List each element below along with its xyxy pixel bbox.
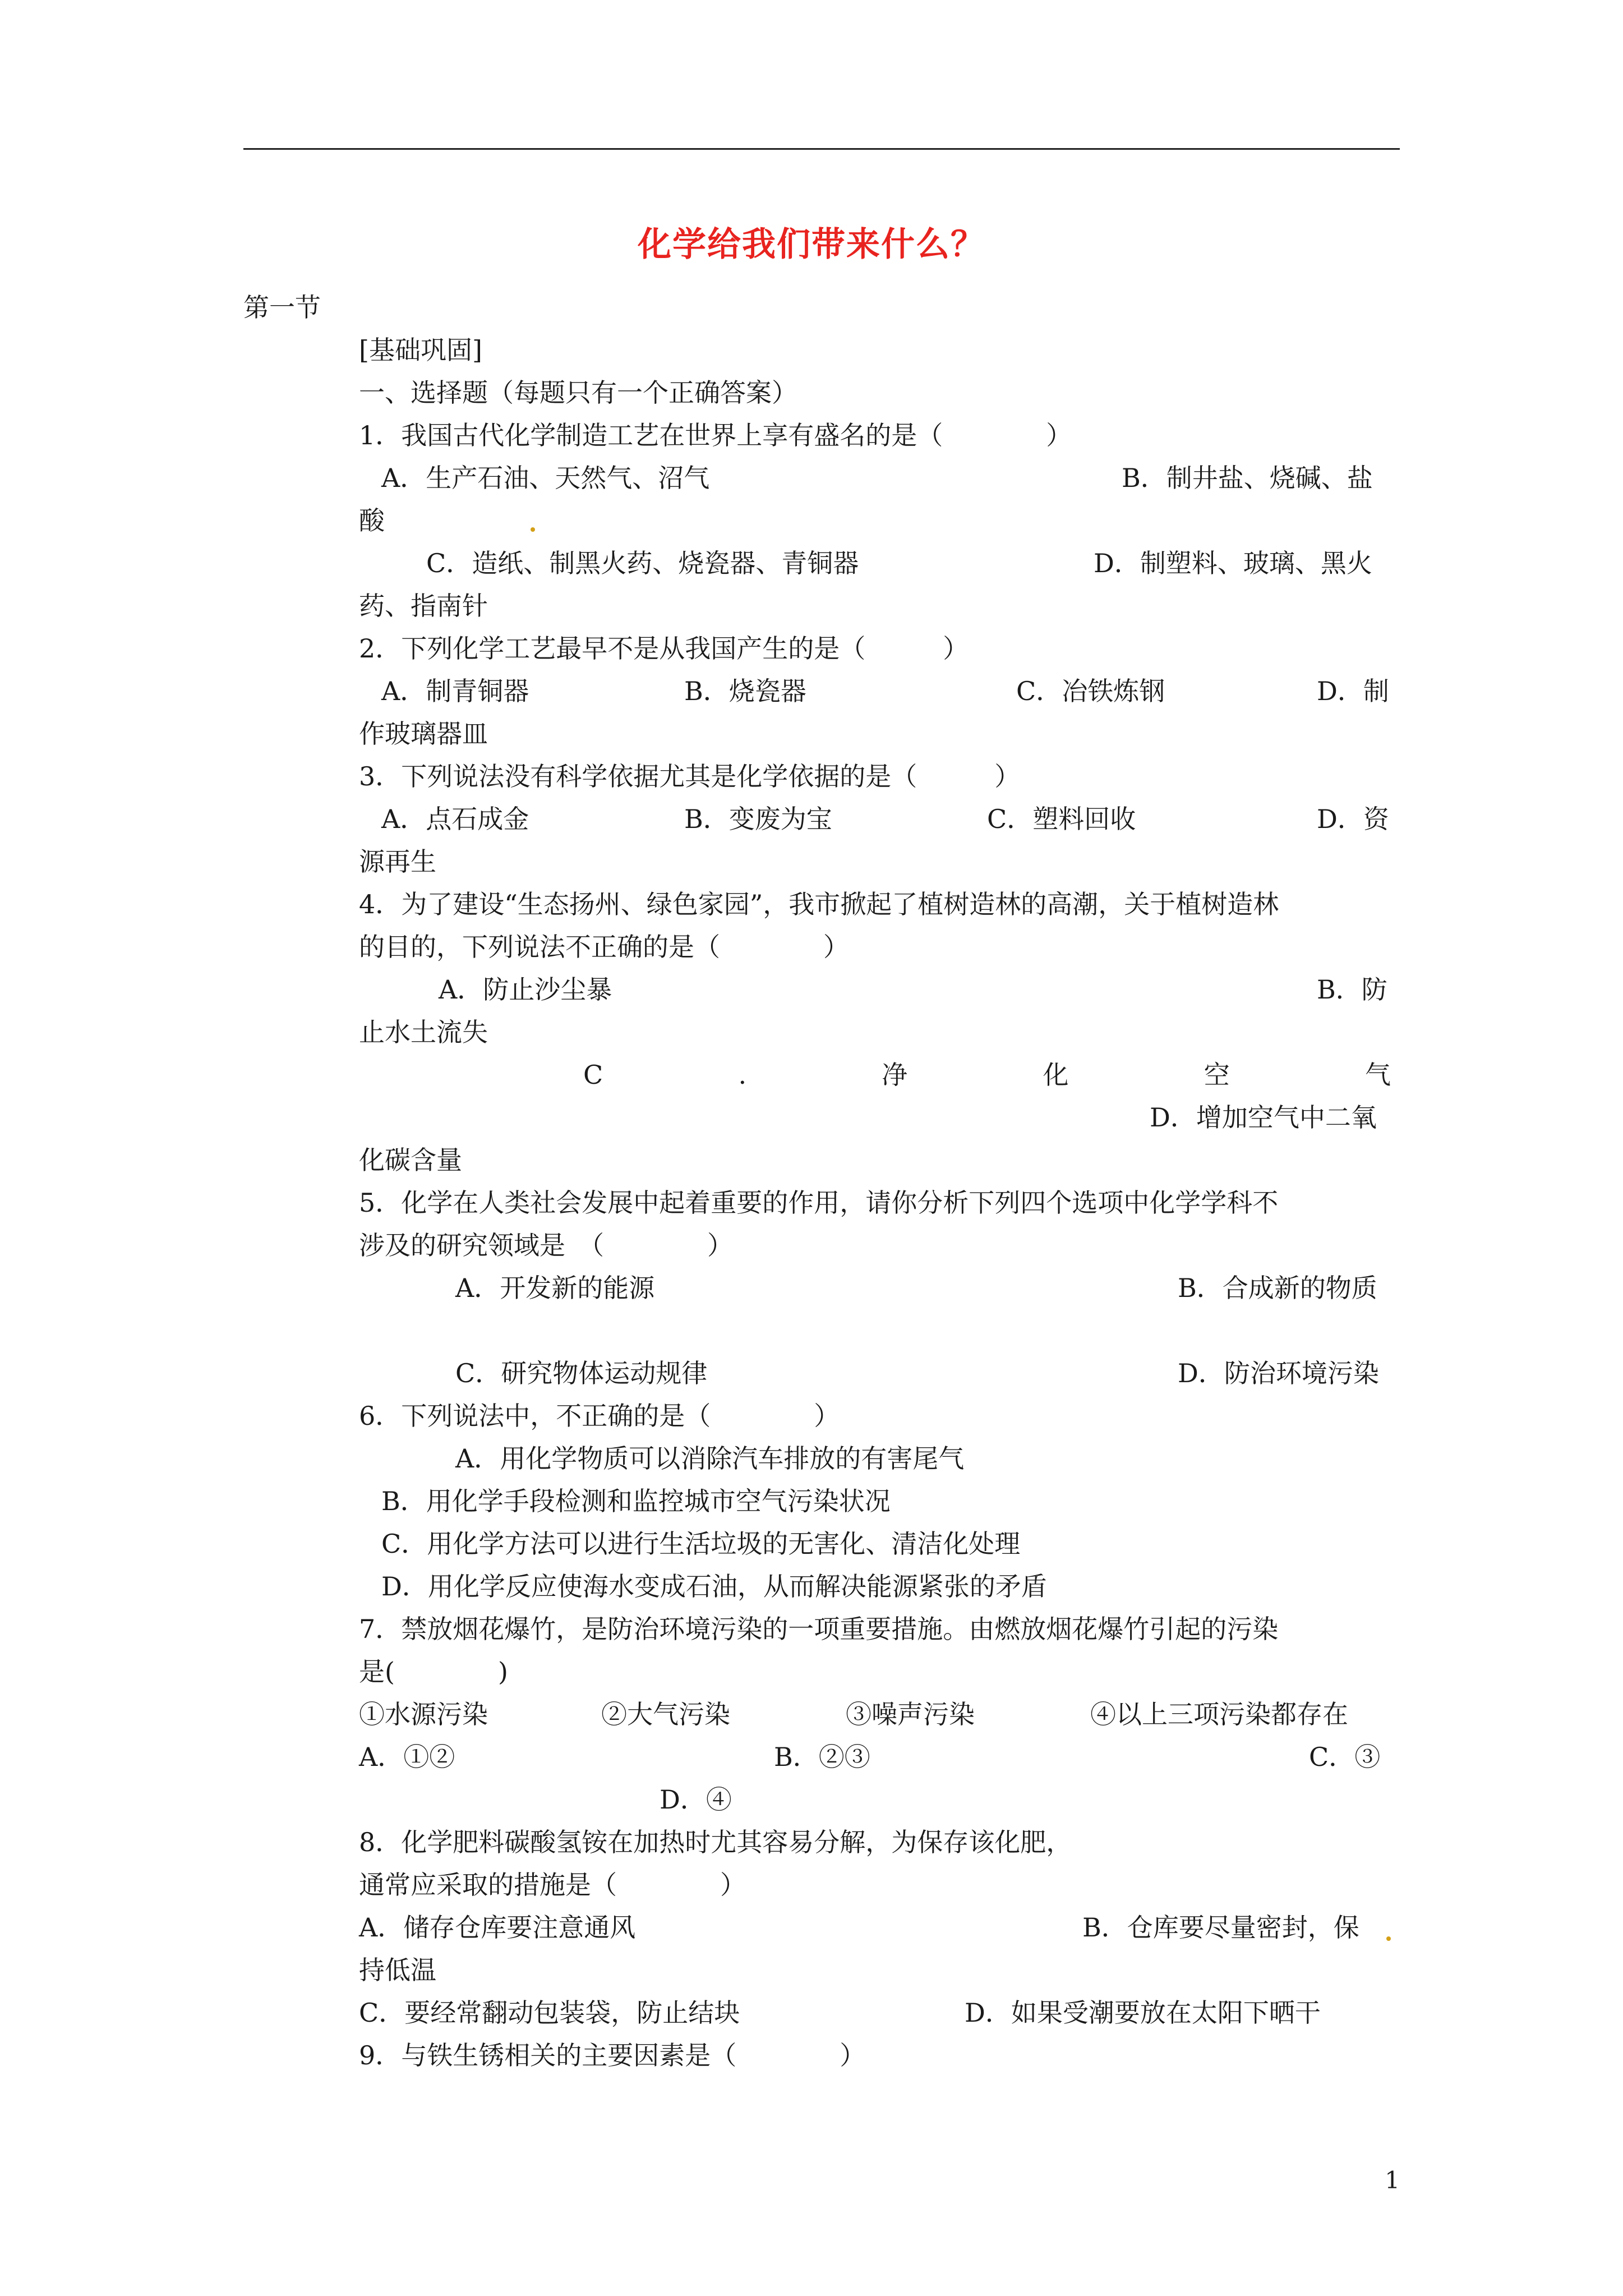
question-1-option-b-cont: 酸 [359,505,385,536]
option-c-char: 净 [882,1060,908,1090]
option-c-char: C [583,1060,603,1090]
question-4-option-a: A．防止沙尘暴 [439,974,612,1005]
question-2-option-d: D．制 [1317,676,1389,706]
page-title: 化学给我们带来什么？ [638,225,985,264]
question-5-option-b: B．合成新的物质 [1178,1273,1377,1303]
option-c-char: 空 [1204,1060,1230,1090]
question-4-option-c [583,1058,1391,1092]
question-7-stem-line-2: 是( ) [359,1657,508,1687]
option-c-char: 化 [1043,1060,1069,1090]
question-5-option-d: D．防治环境污染 [1178,1358,1379,1388]
question-9-stem: 9．与铁生锈相关的主要因素是（ ） [359,2040,866,2070]
question-8-option-c: C．要经常翻动包装袋，防止结块 [359,1998,740,2028]
question-5-option-a: A．开发新的能源 [455,1273,655,1303]
question-7-stem-line-1: 7．禁放烟花爆竹，是防治环境污染的一项重要措施。由燃放烟花爆竹引起的污染 [359,1614,1279,1644]
question-4-stem-line-2: 的目的，下列说法不正确的是（ ） [359,932,849,962]
question-2-option-b: B．烧瓷器 [684,676,806,706]
question-2-option-d-cont: 作玻璃器皿 [359,719,488,749]
question-2-option-c: C．冶铁炼钢 [1016,676,1165,706]
section-label: 第一节 [243,292,321,323]
question-4-option-d: D．增加空气中二氧 [1150,1102,1377,1133]
question-1-option-c: C．造纸、制黑火药、烧瓷器、青铜器 [426,548,859,578]
question-3-option-c: C．塑料回收 [987,804,1136,834]
question-8-option-d: D．如果受潮要放在太阳下晒干 [965,1998,1321,2028]
question-3-option-b: B．变废为宝 [684,804,832,834]
sub-heading: [基础巩固] [359,335,482,365]
question-5-option-c: C．研究物体运动规律 [455,1358,708,1388]
question-8-option-b: B．仓库要尽量密封，保 [1082,1912,1359,1943]
question-6-option-a: A．用化学物质可以消除汽车排放的有害尾气 [455,1443,965,1474]
question-5-stem-line-1: 5．化学在人类社会发展中起着重要的作用，请你分析下列四个选项中化学学科不 [359,1188,1279,1218]
question-1-option-d: D．制塑料、玻璃、黑火 [1094,548,1372,578]
question-8-stem-line-1: 8．化学肥料碳酸氢铵在加热时尤其容易分解，为保存该化肥， [359,1827,1072,1857]
question-3-option-d-cont: 源再生 [359,846,436,877]
question-4-stem-line-1: 4．为了建设“生态扬州、绿色家园”，我市掀起了植树造林的高潮，关于植树造林 [359,889,1279,919]
question-6-option-d: D．用化学反应使海水变成石油，从而解决能源紧张的矛盾 [381,1571,1047,1602]
option-c-char: 气 [1365,1060,1391,1090]
question-3-option-a: A．点石成金 [381,804,529,834]
question-4-option-d-cont: 化碳含量 [359,1145,462,1175]
question-7-item-4: ④以上三项污染都存在 [1090,1699,1348,1729]
question-6-option-b: B．用化学手段检测和监控城市空气污染状况 [381,1486,891,1516]
question-1-stem: 1．我国古代化学制造工艺在世界上享有盛名的是（ ） [359,420,1072,450]
page-number: 1 [1385,2166,1400,2194]
scan-speck [1386,1936,1391,1941]
question-8-option-b-cont: 持低温 [359,1955,436,1985]
question-7-item-1: ①水源污染 [359,1699,488,1729]
question-6-option-c: C．用化学方法可以进行生活垃圾的无害化、清洁化处理 [381,1529,1021,1559]
question-7-item-3: ③噪声污染 [846,1699,975,1729]
question-1-option-b: B．制井盐、烧碱、盐 [1122,463,1373,493]
question-3-option-d: D．资 [1317,804,1389,834]
scan-speck [531,527,535,532]
question-1-option-a: A．生产石油、天然气、沼气 [381,463,710,493]
question-2-stem: 2．下列化学工艺最早不是从我国产生的是（ ） [359,633,969,664]
question-7-option-b: B．②③ [774,1742,870,1772]
question-8-stem-line-2: 通常应采取的措施是（ ） [359,1870,746,1900]
question-5-stem-line-2: 涉及的研究领域是 （ ） [359,1230,733,1260]
question-7-item-2: ②大气污染 [601,1699,730,1729]
part-heading: 一、选择题（每题只有一个正确答案） [359,378,797,408]
question-1-option-d-cont: 药、指南针 [359,591,488,621]
question-7-option-a: A．①② [359,1742,455,1772]
question-4-option-b: B．防 [1317,974,1387,1005]
option-c-char: . [738,1060,747,1090]
question-8-option-a: A．储存仓库要注意通风 [359,1912,636,1943]
question-4-option-b-cont: 止水土流失 [359,1017,488,1047]
question-7-option-c: C．③ [1309,1742,1381,1772]
question-6-stem: 6．下列说法中，不正确的是（ ） [359,1401,840,1431]
header-rule [243,148,1400,150]
question-7-option-d: D．④ [660,1784,732,1815]
question-3-stem: 3．下列说法没有科学依据尤其是化学依据的是（ ） [359,761,1021,792]
question-2-option-a: A．制青铜器 [381,676,529,706]
